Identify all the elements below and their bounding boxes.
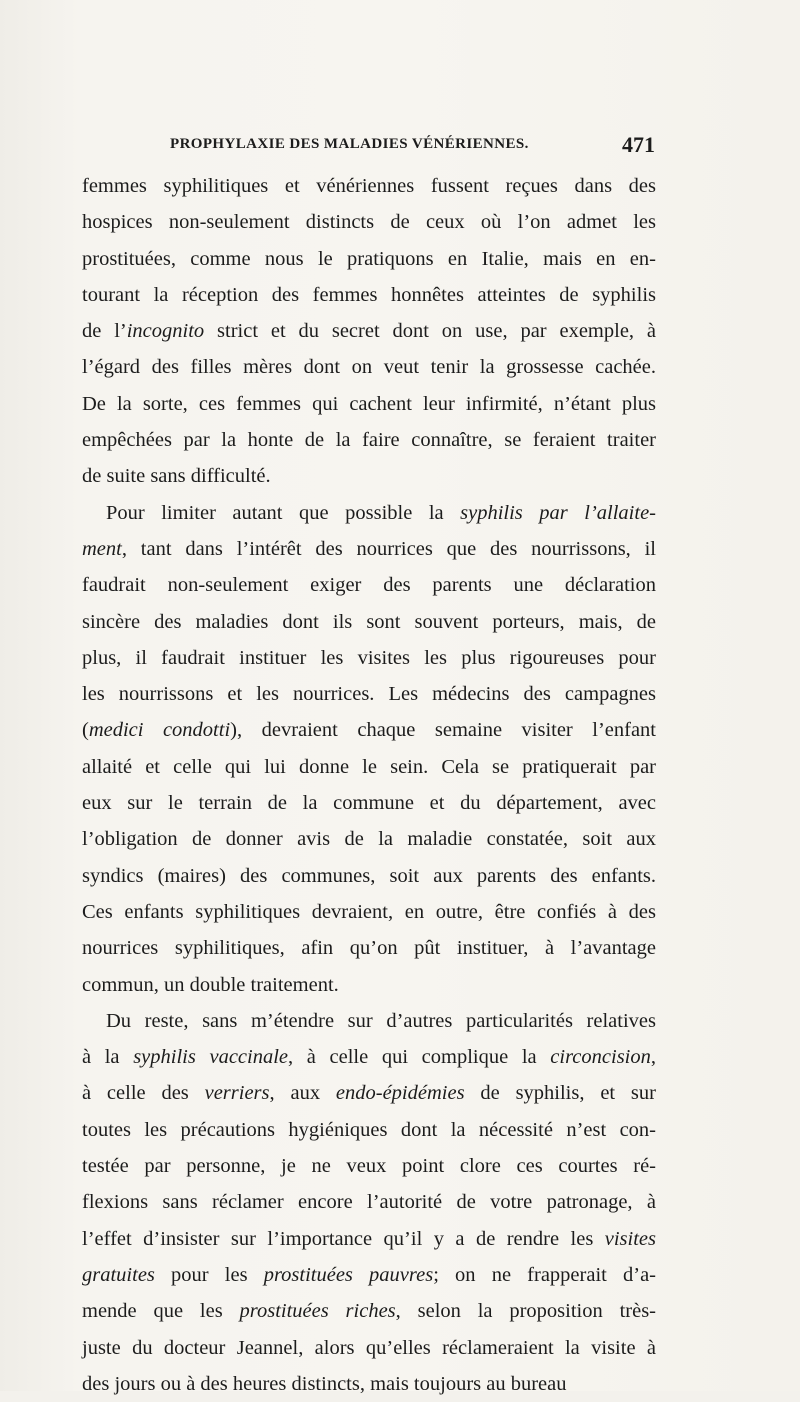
text-run: à la — [82, 1046, 134, 1069]
italic-text: visites — [604, 1227, 656, 1250]
text-line — [82, 894, 656, 930]
text-run: l’égard des filles mères dont on veut tenir la grossesse cachée. — [82, 356, 656, 379]
text-line — [82, 749, 656, 785]
text-run: Pour limiter autant que possible la — [106, 501, 461, 524]
italic-text: syphilis par l’allaite- — [460, 501, 656, 524]
text-line — [82, 349, 656, 385]
italic-text: ment — [82, 537, 122, 560]
text-run: ; on ne frapperait d’a- — [433, 1263, 656, 1286]
italic-text: medici condotti — [88, 719, 231, 742]
text-line — [82, 1257, 656, 1293]
text-run: tourant la réception des femmes honnêtes atteintes de syphilis — [82, 283, 656, 306]
text-line — [82, 241, 656, 277]
body-text — [82, 168, 656, 1402]
text-run: empêchées par la honte de la faire connaître, se feraient traiter — [82, 429, 656, 452]
text-run: Du reste, sans m’étendre sur d’autres particularités relatives — [106, 1009, 656, 1032]
text-run: De la sorte, ces femmes qui cachent leur infirmité, n’étant plus — [82, 392, 656, 415]
text-run: à celle des — [82, 1082, 205, 1105]
text-run: , aux — [269, 1082, 336, 1105]
text-line — [82, 567, 656, 603]
text-line — [82, 386, 656, 422]
text-run: Ces enfants syphilitiques devraient, en outre, être confiés à des — [82, 900, 656, 923]
text-run: pour les — [154, 1263, 264, 1286]
text-run: juste du docteur Jeannel, alors qu’elles réclameraient la visite à — [82, 1336, 656, 1359]
text-run: , — [650, 1046, 656, 1069]
text-line — [82, 1112, 656, 1148]
text-run: strict et du secret dont on use, par exemple, à — [204, 320, 656, 343]
text-line — [82, 168, 656, 204]
text-line — [82, 1003, 656, 1039]
text-run: sincère des maladies dont ils sont souvent porteurs, mais, de — [82, 610, 656, 633]
italic-text: prostituées riches — [239, 1300, 396, 1323]
page-number: 471 — [622, 132, 655, 157]
text-line — [82, 1366, 656, 1402]
text-line — [82, 531, 656, 567]
text-run: des jours ou à des heures distincts, mais toujours au bureau — [82, 1372, 567, 1395]
text-line — [82, 204, 656, 240]
italic-text: incognito — [126, 320, 205, 343]
text-run: de suite sans difficulté. — [82, 465, 271, 488]
text-run: toutes les précautions hygiéniques dont la nécessité n’est con- — [82, 1118, 656, 1141]
text-line — [82, 1039, 656, 1075]
italic-text: gratuites — [82, 1263, 155, 1286]
text-run: faudrait non-seulement exiger des parents une déclaration — [82, 574, 656, 597]
text-run: prostituées, comme nous le pratiquons en Italie, mais en en- — [82, 247, 656, 270]
text-line — [82, 277, 656, 313]
text-line — [82, 712, 656, 748]
text-run: testée par personne, je ne veux point clore ces courtes ré- — [82, 1155, 656, 1178]
text-run: eux sur le terrain de la commune et du département, avec — [82, 792, 656, 815]
italic-text: prostituées pauvres — [263, 1263, 434, 1286]
text-run: , selon la proposition très- — [395, 1300, 656, 1323]
italic-text: endo-épidémies — [335, 1082, 465, 1105]
text-run: de syphilis, et sur — [464, 1082, 656, 1105]
text-line — [82, 1075, 656, 1111]
text-line — [82, 821, 656, 857]
running-title: PROPHYLAXIE DES MALADIES VÉNÉRIENNES. — [170, 136, 529, 152]
text-line — [82, 1184, 656, 1220]
text-line — [82, 313, 656, 349]
text-run: l’obligation de donner avis de la maladie constatée, soit aux — [82, 828, 656, 851]
running-head — [170, 132, 655, 160]
text-line — [82, 495, 656, 531]
text-run: mende que les — [82, 1300, 240, 1323]
text-run: de l’ — [82, 320, 127, 343]
text-run: syndics (maires) des communes, soit aux parents des enfants. — [82, 864, 656, 887]
text-run: les nourrissons et les nourrices. Les médecins des campagnes — [82, 683, 656, 706]
text-run: ( — [82, 719, 89, 742]
text-line — [82, 1330, 656, 1366]
text-line — [82, 1221, 656, 1257]
text-run: hospices non-seulement distincts de ceux où l’on admet les — [82, 211, 656, 234]
text-line — [82, 640, 656, 676]
text-line — [82, 1293, 656, 1329]
text-run: plus, il faudrait instituer les visites les plus rigoureuses pour — [82, 646, 656, 669]
italic-text: verriers — [204, 1082, 270, 1105]
text-line — [82, 604, 656, 640]
text-run: commun, un double traitement. — [82, 973, 339, 996]
text-line — [82, 422, 656, 458]
text-run: flexions sans réclamer encore l’autorité de votre patronage, à — [82, 1191, 656, 1214]
text-run: , tant dans l’intérêt des nourrices que des nourrissons, il — [121, 537, 656, 560]
text-run: ), devraient chaque semaine visiter l’enfant — [230, 719, 656, 742]
text-line — [82, 858, 656, 894]
text-run: allaité et celle qui lui donne le sein. Cela se pratiquerait par — [82, 755, 656, 778]
text-run: femmes syphilitiques et vénériennes fussent reçues dans des — [82, 175, 656, 197]
italic-text: syphilis vaccinale — [133, 1046, 289, 1069]
text-run: , à celle qui complique la — [288, 1046, 551, 1069]
text-run: l’effet d’insister sur l’importance qu’il y a de rendre les — [82, 1227, 605, 1250]
text-line — [82, 785, 656, 821]
text-line — [82, 1148, 656, 1184]
text-line — [82, 967, 656, 1003]
text-line — [82, 930, 656, 966]
text-line — [82, 676, 656, 712]
text-run: nourrices syphilitiques, afin qu’on pût instituer, à l’avantage — [82, 937, 656, 960]
text-line — [82, 458, 656, 494]
italic-text: circoncision — [550, 1046, 651, 1069]
